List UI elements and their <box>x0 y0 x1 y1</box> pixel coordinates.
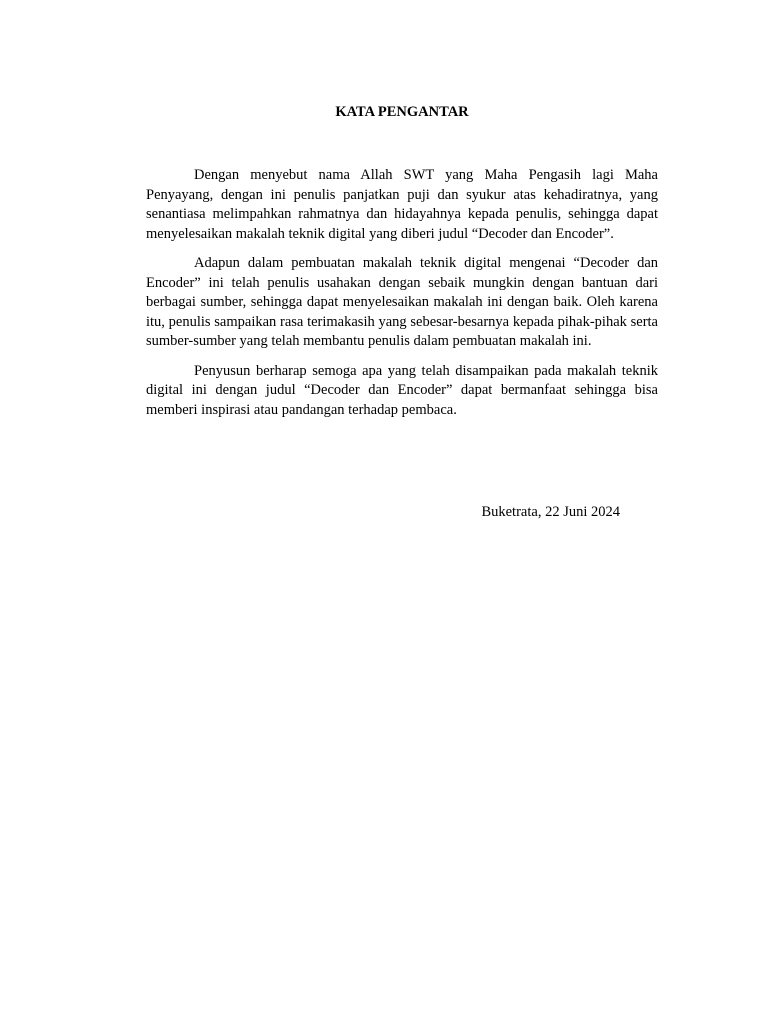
document-body <box>146 166 658 430</box>
paragraph-3: Penyusun berharap semoga apa yang telah disampaikan pada makalah teknik digital ini dengan judul “Decoder dan Encoder” dapat bermanfaat sehingga bisa memberi inspirasi atau pandangan terhadap pembaca. <box>146 362 658 418</box>
place-date-signature: Buketrata, 22 Juni 2024 <box>481 504 620 520</box>
paragraph-1: Dengan menyebut nama Allah SWT yang Maha Pengasih lagi Maha Penyayang, dengan ini penulis panjatkan puji dan syukur atas kehadiratnya, yang senantiasa melimpahkan rahmatnya dan hidayahnya kepada penulis, sehingga dapat menyelesaikan makalah teknik digital yang diberi judul “Decoder dan Encoder”. <box>146 167 658 242</box>
paragraph-2: Adapun dalam pembuatan makalah teknik digital mengenai “Decoder dan Encoder” ini telah penulis usahakan dengan sebaik mungkin dengan bantuan dari berbagai sumber, sehingga dapat menyelesaikan makalah ini dengan baik. Oleh karena itu, penulis sampaikan rasa terimakasih yang sebesar-besarnya kepada pihak-pihak serta sumber-sumber yang telah membantu penulis dalam pembuatan makalah ini. <box>146 255 658 349</box>
page-title: KATA PENGANTAR <box>335 104 469 120</box>
